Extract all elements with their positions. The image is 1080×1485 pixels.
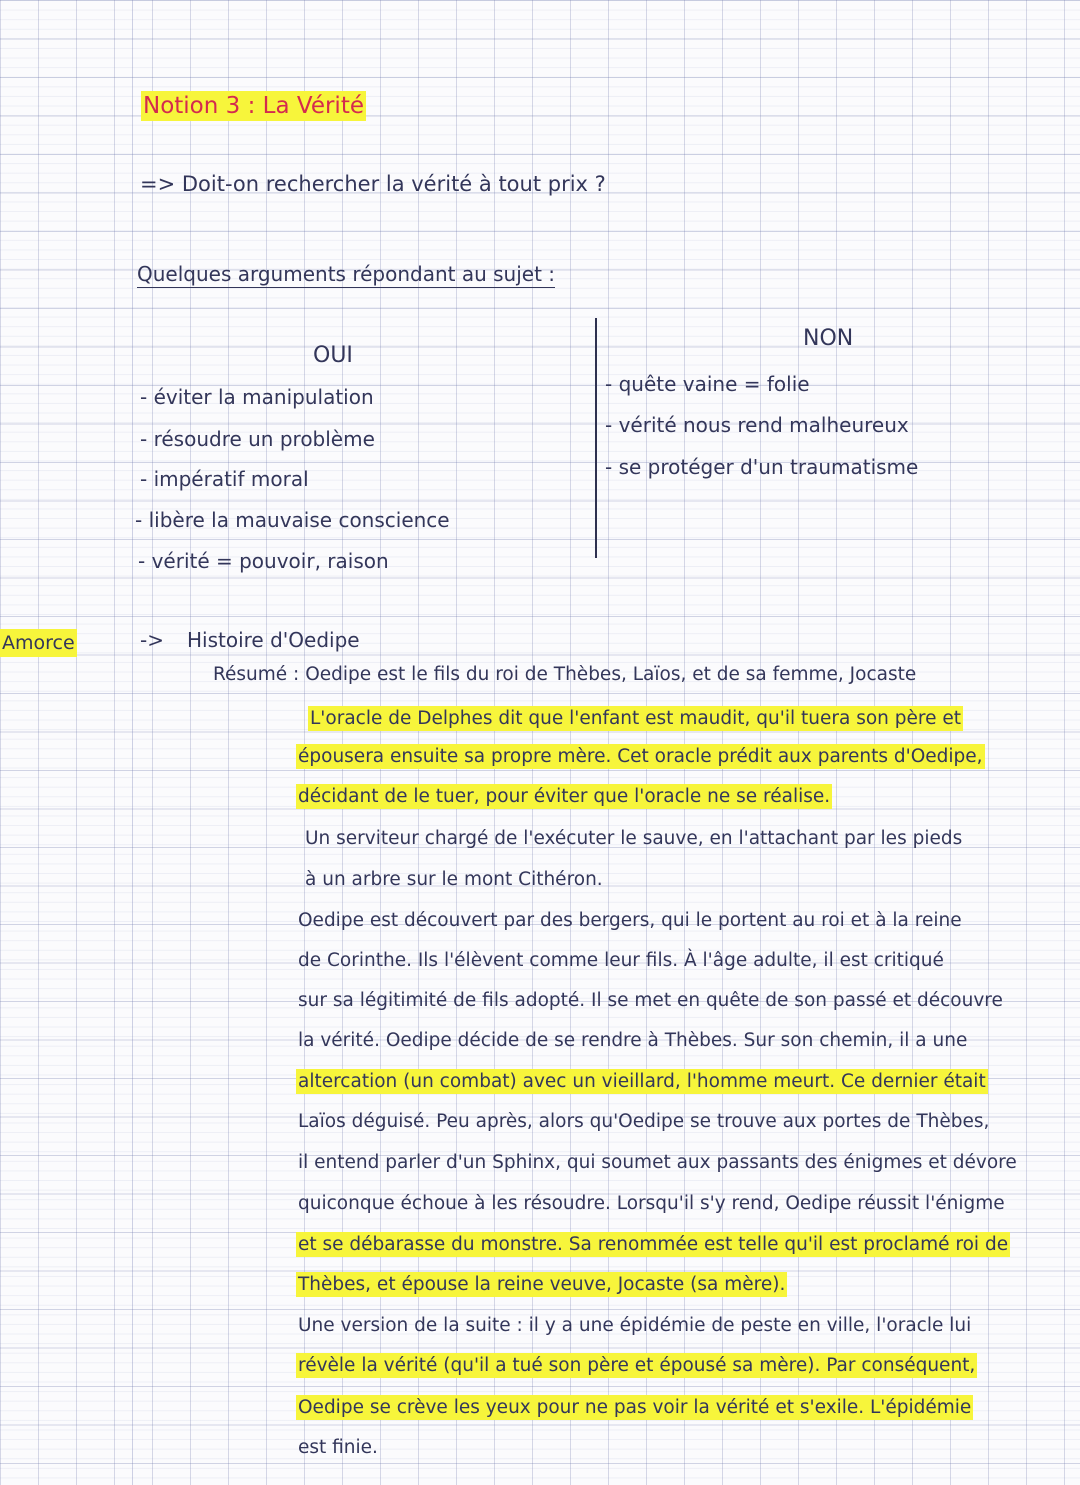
paragraph-line: il entend parler d'un Sphinx, qui soumet aux passants des énigmes et dévore: [298, 1152, 1017, 1173]
paragraph-line: Un serviteur chargé de l'exécuter le sauve, en l'attachant par les pieds: [305, 828, 963, 849]
non-heading: NON: [803, 326, 854, 351]
paragraph-line: à un arbre sur le mont Cithéron.: [305, 869, 603, 890]
resume-label: Résumé :: [213, 664, 300, 685]
paragraph-line: [298, 1352, 1058, 1380]
oui-item: - impératif moral: [140, 467, 309, 491]
paragraph-text: Thèbes, et épouse la reine veuve, Jocaste (sa mère).: [298, 1274, 786, 1295]
arguments-heading: Quelques arguments répondant au sujet :: [137, 262, 556, 286]
oui-heading: OUI: [313, 343, 353, 368]
main-question: => Doit-on rechercher la vérité à tout prix ?: [140, 172, 606, 196]
paragraph-text: L'oracle de Delphes dit que l'enfant est maudit, qu'il tuera son père et: [310, 708, 961, 729]
resume-line: [213, 663, 916, 687]
paragraph-line: [298, 1231, 1058, 1259]
notion-title: [143, 94, 364, 118]
oui-item: - vérité = pouvoir, raison: [138, 549, 389, 573]
paragraph-line: [310, 705, 1070, 733]
non-item: - quête vaine = folie: [605, 372, 810, 396]
non-item: - se protéger d'un traumatisme: [605, 455, 919, 479]
arrow-icon: ->: [140, 628, 164, 652]
paragraph-text: Oedipe se crève les yeux pour ne pas voir la vérité et s'exile. L'épidémie: [298, 1397, 972, 1418]
notion-title-text: Notion 3 : La Vérité: [143, 93, 364, 119]
paragraph-line: [298, 1068, 1058, 1096]
oui-item: - éviter la manipulation: [140, 385, 374, 409]
paragraph-text: et se débarasse du monstre. Sa renommée est telle qu'il est proclamé roi de: [298, 1234, 1009, 1255]
oui-item: - résoudre un problème: [140, 427, 375, 451]
paragraph-line: [298, 783, 1058, 811]
paragraph-text: décidant de le tuer, pour éviter que l'oracle ne se réalise.: [298, 786, 831, 807]
margin-line: [132, 0, 133, 1485]
non-item: - vérité nous rend malheureux: [605, 413, 909, 437]
paragraph-line: [298, 1394, 1058, 1422]
paragraph-text: révèle la vérité (qu'il a tué son père et épousé sa mère). Par conséquent,: [298, 1355, 976, 1376]
paragraph-line: Laïos déguisé. Peu après, alors qu'Oedipe se trouve aux portes de Thèbes,: [298, 1111, 990, 1132]
paragraph-text: épousera ensuite sa propre mère. Cet oracle prédit aux parents d'Oedipe,: [298, 746, 983, 767]
paragraph-line: est finie.: [298, 1437, 378, 1458]
resume-first: Oedipe est le fils du roi de Thèbes, Laïos, et de sa femme, Jocaste: [305, 664, 917, 685]
paragraph-line: [298, 1271, 1058, 1299]
paragraph-line: Une version de la suite : il y a une épidémie de peste en ville, l'oracle lui: [298, 1315, 972, 1336]
paragraph-line: quiconque échoue à les résoudre. Lorsqu'il s'y rend, Oedipe réussit l'énigme: [298, 1193, 1005, 1214]
paragraph-text: altercation (un combat) avec un vieillard, l'homme meurt. Ce dernier était: [298, 1071, 986, 1092]
column-divider: [595, 318, 597, 558]
story-title: Histoire d'Oedipe: [187, 628, 360, 652]
amorce-label: Amorce: [2, 632, 75, 654]
paragraph-line: Oedipe est découvert par des bergers, qui le portent au roi et à la reine: [298, 910, 962, 931]
paragraph-line: de Corinthe. Ils l'élèvent comme leur fils. À l'âge adulte, il est critiqué: [298, 950, 944, 971]
paragraph-line: sur sa légitimité de fils adopté. Il se met en quête de son passé et découvre: [298, 990, 1003, 1011]
oui-item: - libère la mauvaise conscience: [135, 508, 450, 532]
paragraph-line: la vérité. Oedipe décide de se rendre à Thèbes. Sur son chemin, il a une: [298, 1030, 968, 1051]
paragraph-line: [298, 743, 1058, 771]
